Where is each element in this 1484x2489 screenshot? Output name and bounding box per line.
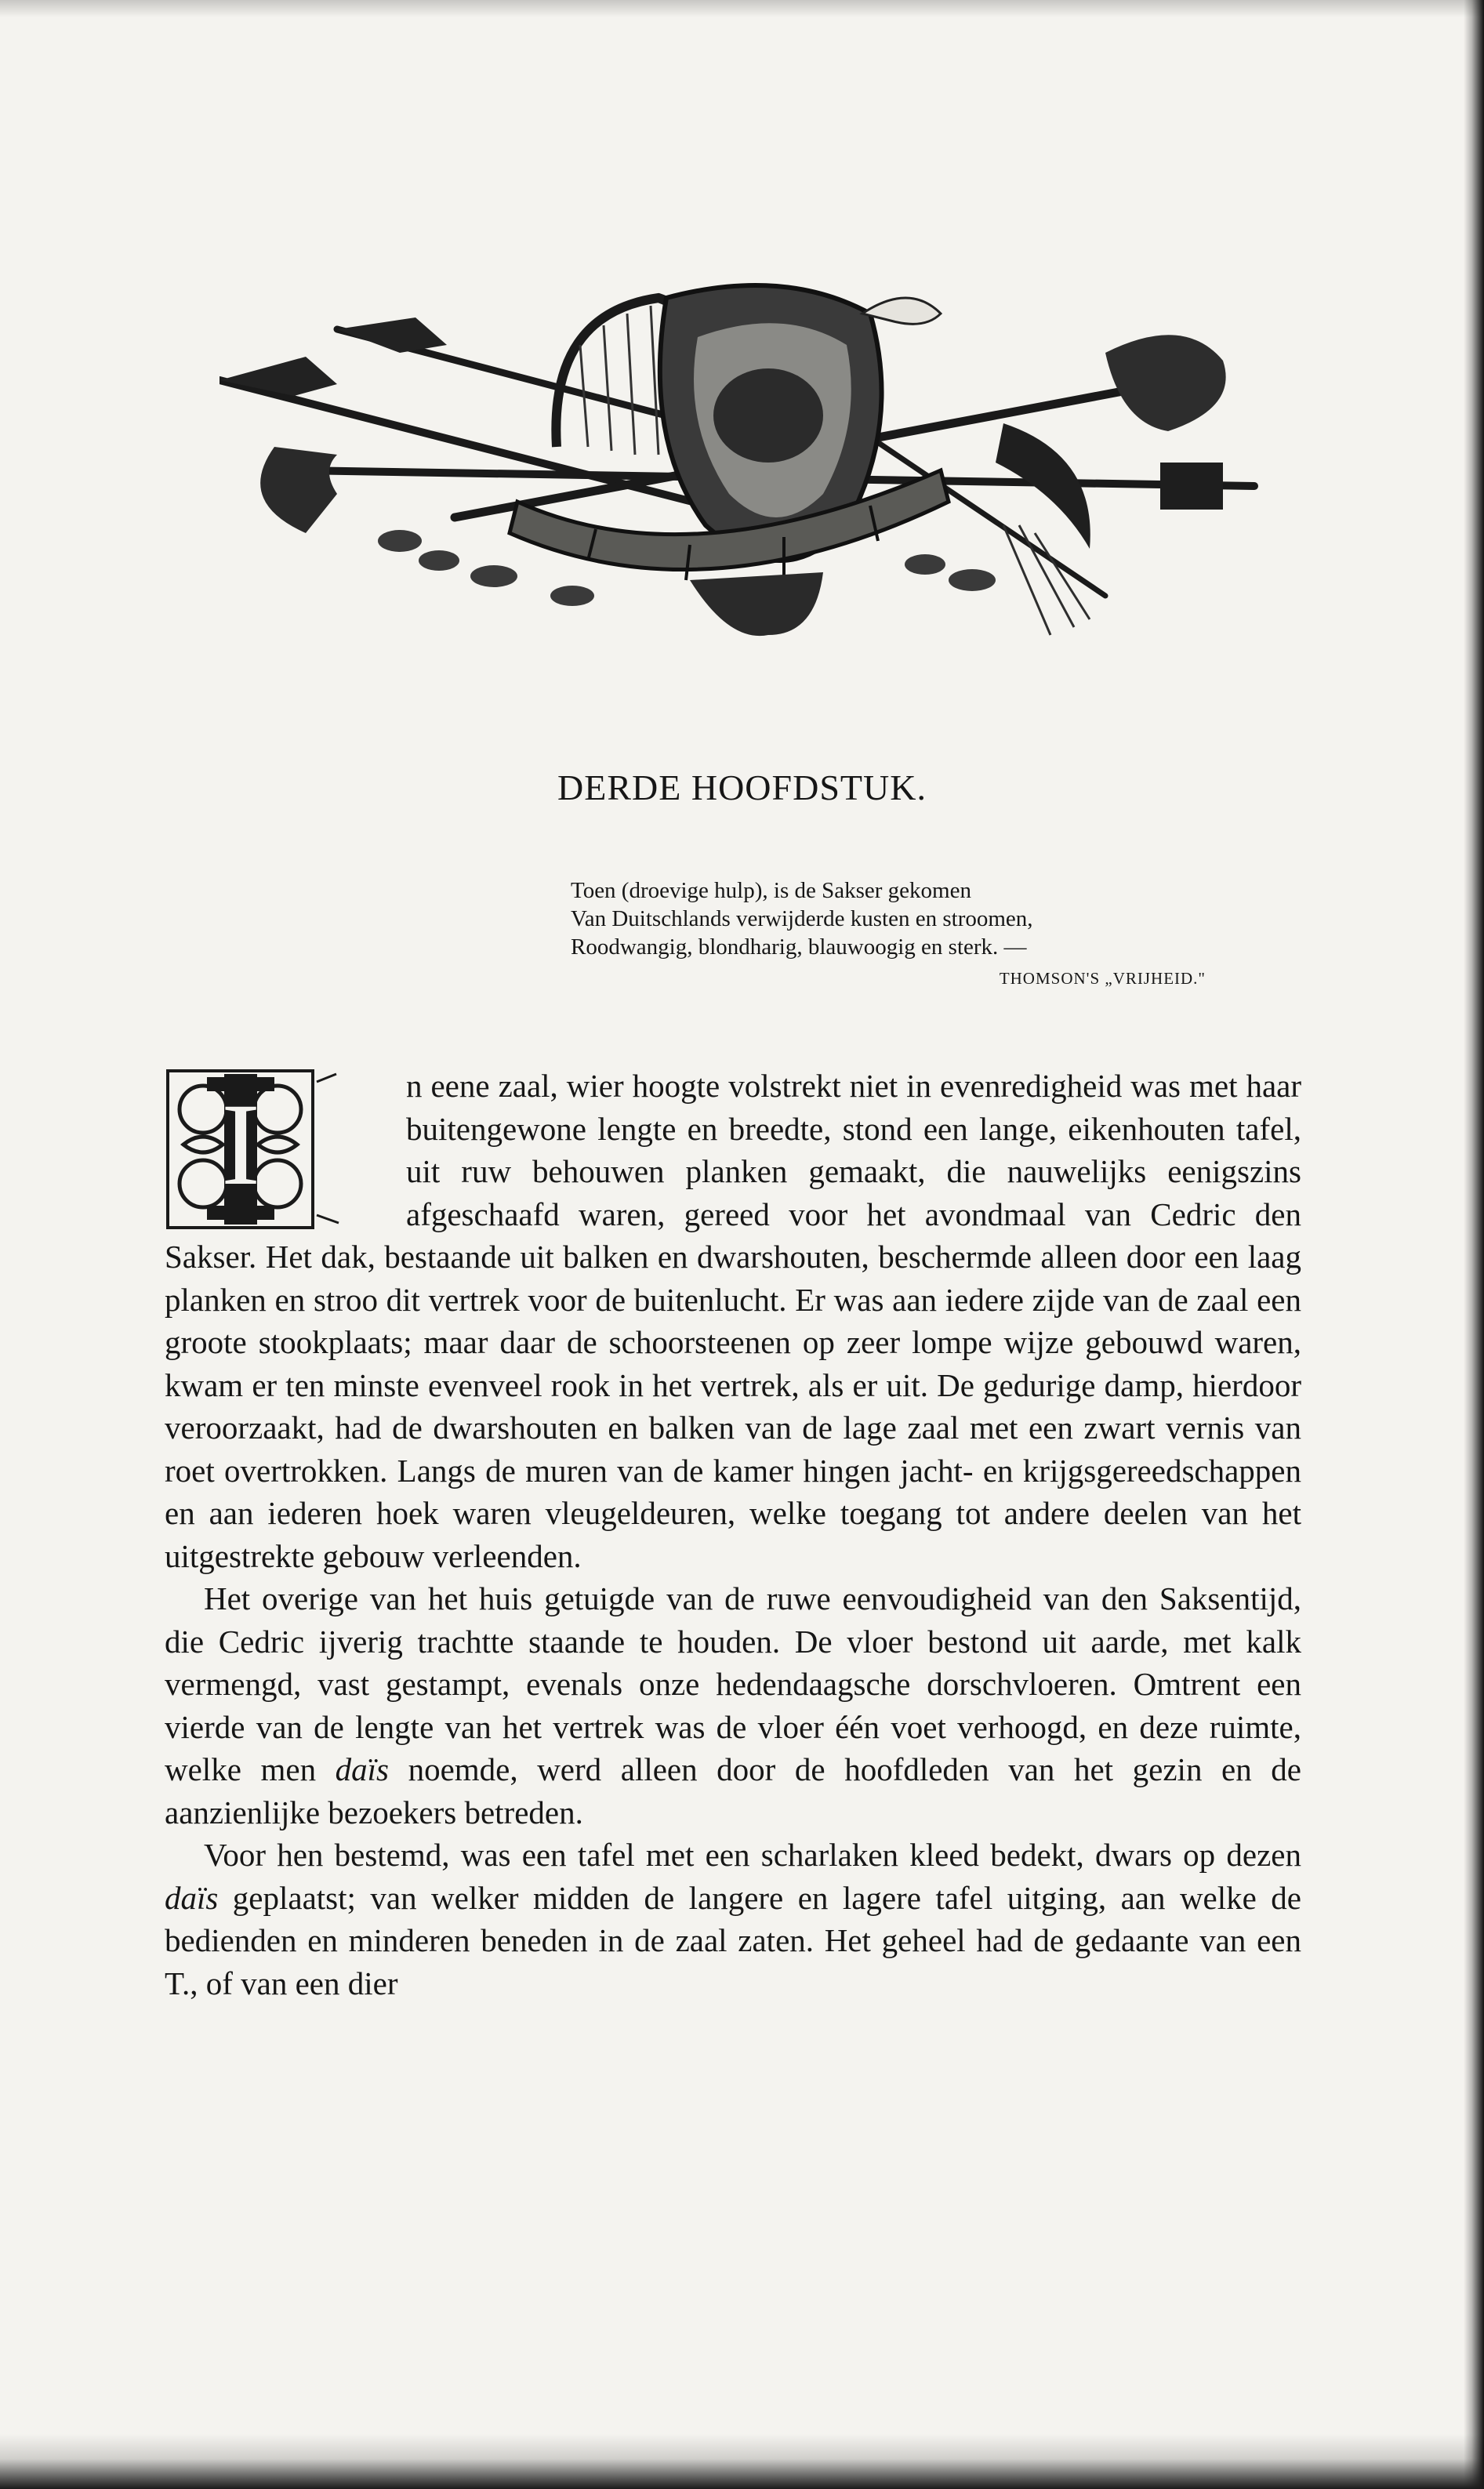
dropcap-letter: I bbox=[221, 1079, 260, 1210]
chapter-body-text bbox=[165, 1065, 1301, 2005]
epigraph-line: Van Duitschlands verwijderde kusten en stroomen, bbox=[571, 906, 1033, 931]
epigraph-line: Roodwangig, blondharig, blauwoogig en sterk. — bbox=[571, 934, 1027, 960]
paragraph bbox=[165, 1065, 1301, 1577]
paragraph-text: Het overige van het huis getuigde van de ruwe eenvoudigheid van den Saksentijd, die Cedric ijverig trachtte staande te houden. De vloer bestond uit aarde, met kalk vermengd, vast gestampt, evenals onze hedendaagsche dorschvloeren. Omtrent een vierde van de lengte van het vertrek was de vloer één voet verhoogd, en deze ruimte, welke men bbox=[165, 1580, 1301, 1787]
epigraph-attribution: THOMSON'S „VRIJHEID." bbox=[999, 969, 1206, 988]
paragraph-text: Voor hen bestemd, was een tafel met een scharlaken kleed bedekt, dwars op dezen bbox=[204, 1837, 1301, 1873]
shovel-blade bbox=[1105, 335, 1226, 431]
ornamental-dropcap bbox=[160, 1066, 395, 1232]
epigraph-line: Toen (droevige hulp), is de Sakser gekomen bbox=[571, 878, 971, 903]
pennant bbox=[690, 572, 823, 636]
shield-boss bbox=[713, 368, 823, 463]
page-right-edge-shadow bbox=[1464, 0, 1484, 2489]
page-top-edge-shadow bbox=[0, 0, 1484, 17]
dropcap-ornament bbox=[160, 1066, 395, 1232]
paragraph bbox=[165, 1834, 1301, 2005]
chapter-title: DERDE HOOFDSTUK. bbox=[557, 767, 927, 807]
wheat-stalks bbox=[1003, 525, 1090, 635]
paragraph-text: noemde, werd alleen door de hoofdleden van het gezin en de aanzienlijke bezoekers betreden. bbox=[165, 1751, 1301, 1830]
paragraph-text: geplaatst; van welker midden de langere en lagere tafel uitging, aan welke de bedienden en minderen beneden in de zaal zaten. Het geheel had de gedaante van een T., of van een dier bbox=[165, 1879, 1301, 2001]
spear-head bbox=[220, 357, 337, 396]
hammer-head bbox=[1160, 463, 1223, 510]
italic-term: daïs bbox=[335, 1751, 389, 1787]
axe-head bbox=[260, 447, 337, 533]
weapons-trophy-engraving bbox=[220, 267, 1262, 659]
weapons-trophy-illustration bbox=[220, 267, 1262, 659]
page-bottom-edge-shadow bbox=[0, 2434, 1484, 2489]
paragraph bbox=[165, 1577, 1301, 1834]
spear-head bbox=[337, 317, 447, 353]
epigraph bbox=[571, 876, 1292, 992]
paragraph-text: n eene zaal, wier hoogte volstrekt niet in evenredigheid was met haar buitengewone lengte en breedte, stond een lange, eikenhouten tafel, uit ruw behouwen planken gemaakt, die nauwelijks eenigszins afgeschaafd waren, gereed voor het avondmaal van Cedric den Sakser. Het dak, bestaande uit balken en dwarshouten, beschermde alleen door een laag planken en stroo dit vertrek voor de buitenlucht. Er was aan iedere zijde van de zaal een groote stookplaats; maar daar de schoorsteenen op zeer lompe wijze gebouwd waren, kwam er ten minste evenveel rook in het vertrek, als er uit. De gedurige damp, hierdoor veroorzaakt, had de dwarshouten en balken van de lage zaal met een zwart vernis van roet overtrokken. Langs de muren van de kamer hingen jacht- en krijgsgereedschappen en aan iederen hoek waren vleugeldeuren, welke toegang tot andere deelen van het uitgestrekte gebouw verleenden. bbox=[165, 1068, 1301, 1574]
italic-term: daïs bbox=[165, 1879, 219, 1916]
